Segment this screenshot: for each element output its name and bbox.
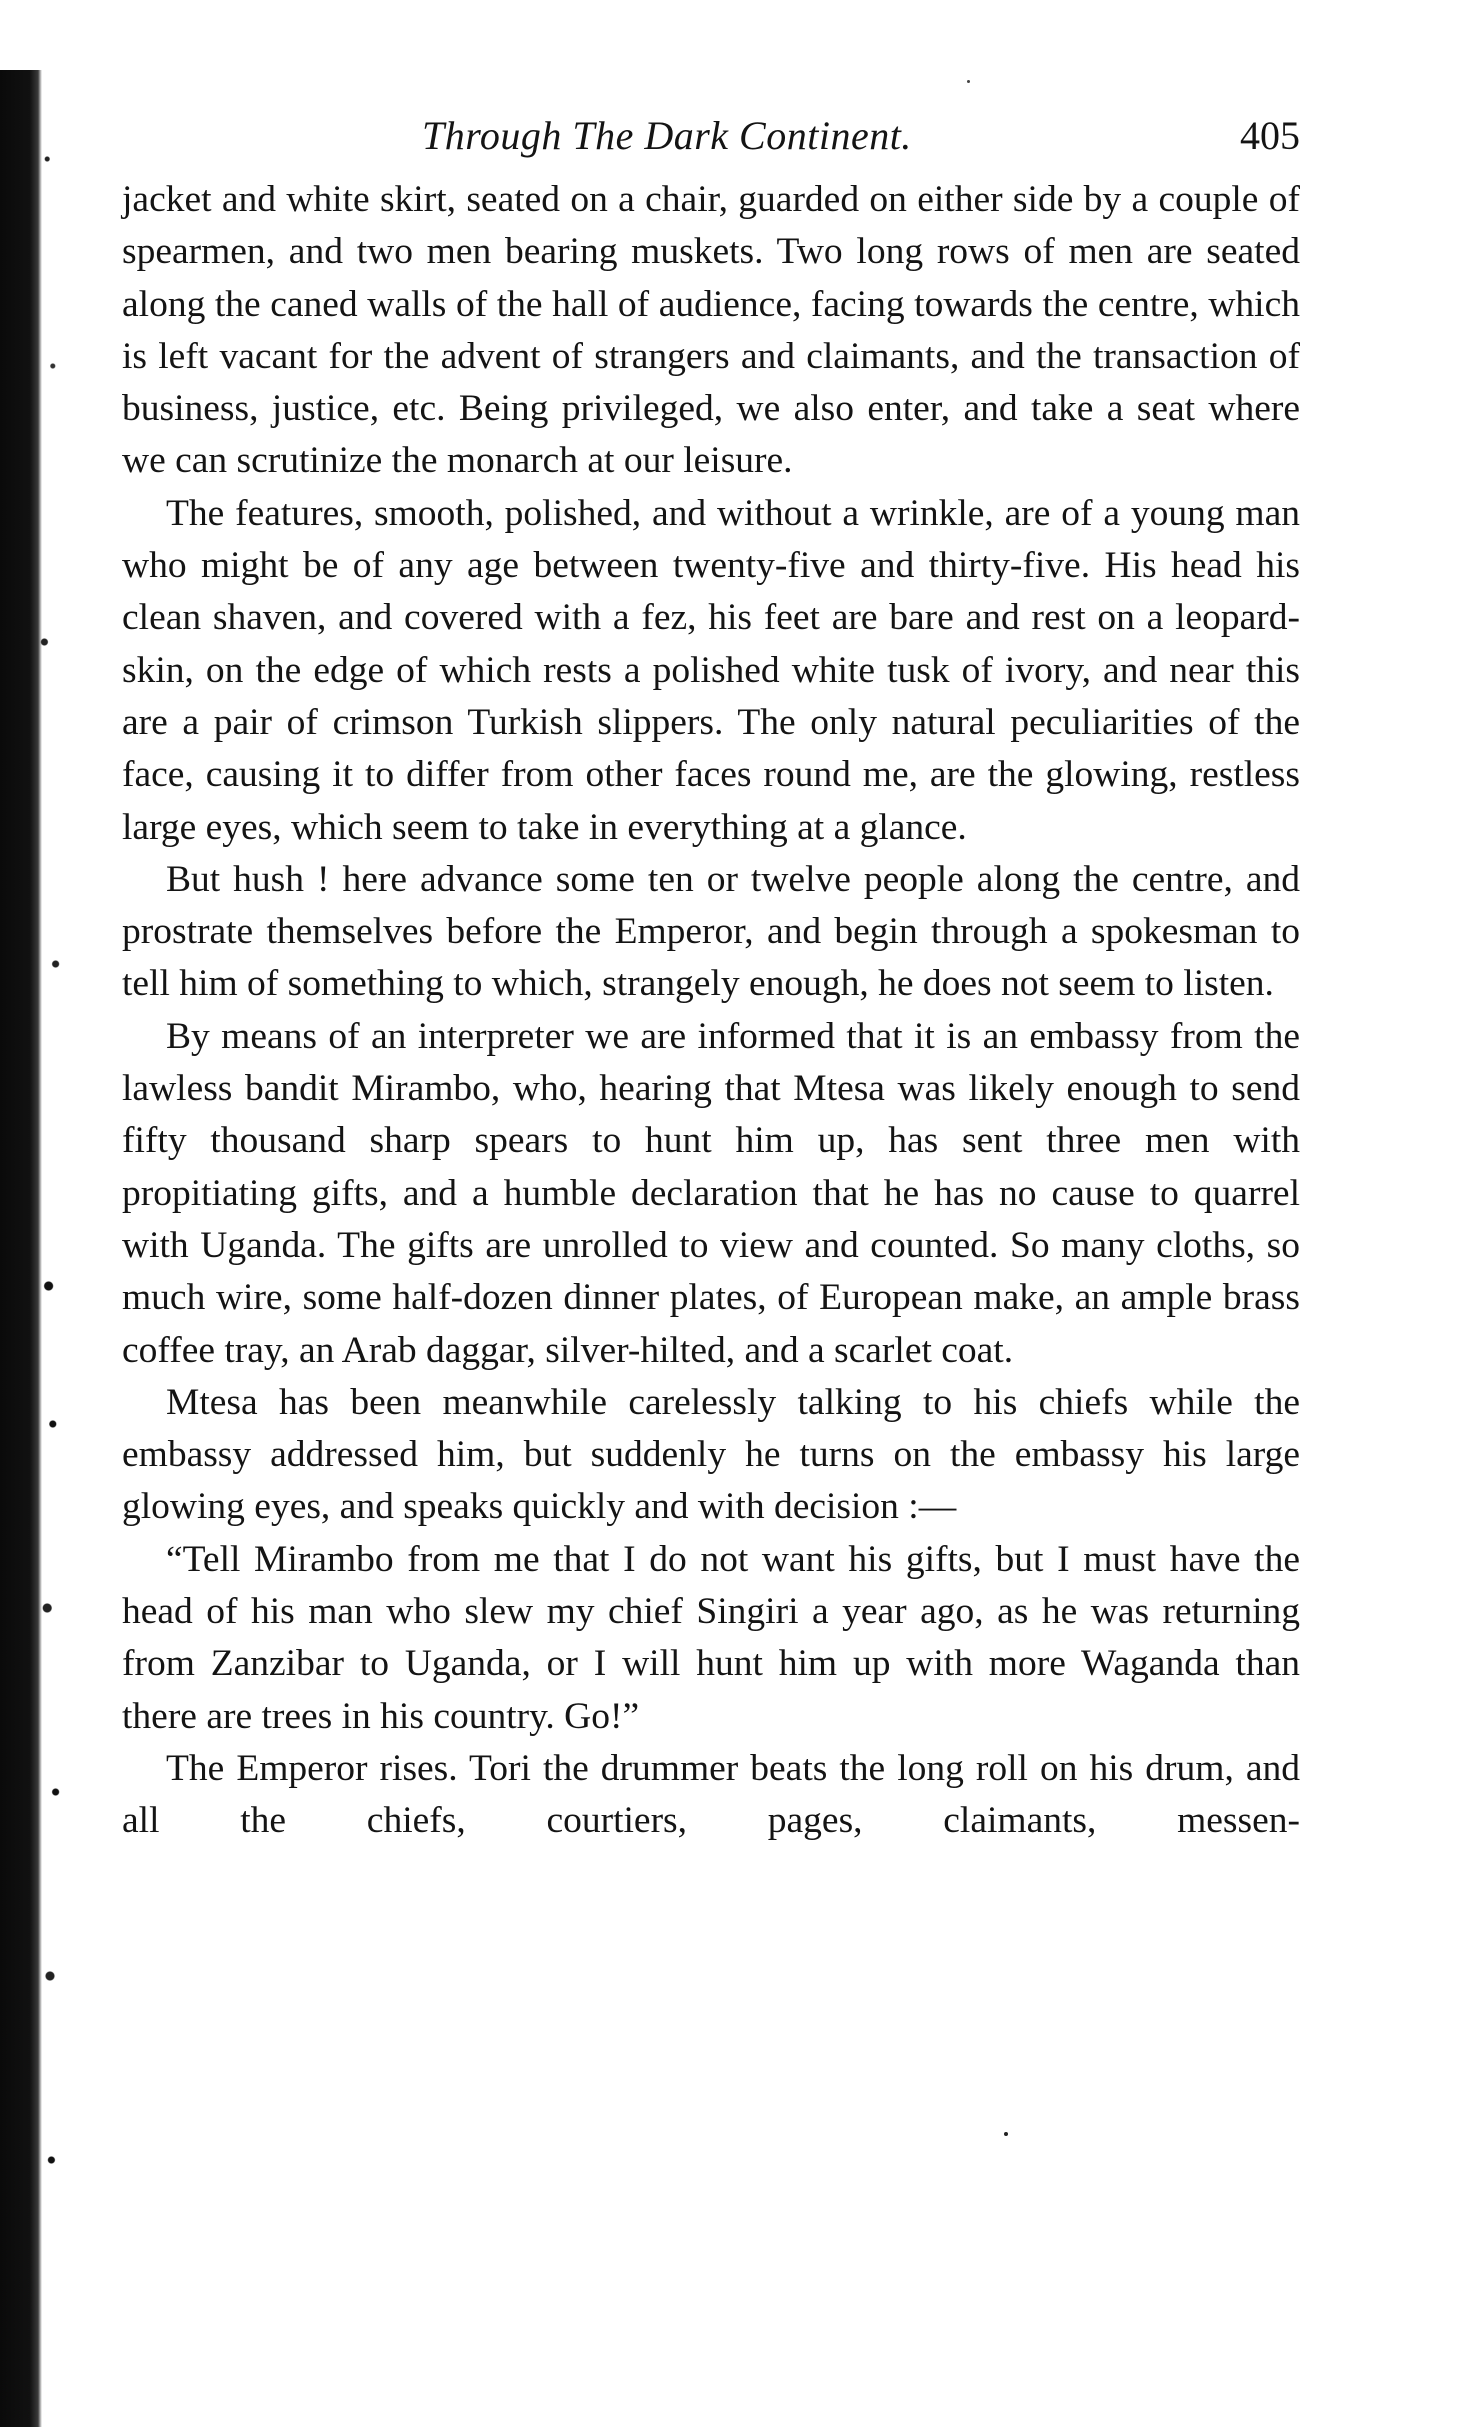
paragraph: By means of an interpreter we are informed that it is an embassy from the lawless bandit Mirambo, who, hearing that Mtesa was likely enough to send fifty thousand sharp spears to hunt him up, has sent three men with propitiating gifts, and a humble declaration that he has no cause to quarrel with Uganda. The gifts are unrolled to view and counted. So many cloths, so much wire, some half-dozen dinner plates, of European make, an ample brass coffee tray, an Arab daggar, silver-hilted, and a scarlet coat. bbox=[122, 1015, 1300, 1371]
running-title: Through The Dark Continent. bbox=[422, 113, 912, 158]
page-number: 405 bbox=[1240, 113, 1300, 158]
paragraph: jacket and white skirt, seated on a chair, guarded on either side by a couple of spearmen, and two men bearing muskets. Two long rows of men are seated along the caned walls of the hall of audience, facing towards the centre, which is left vacant for the advent of strangers and claimants, and the transaction of business, justice, etc. Being privileged, we also enter, and take a seat where we can scrutinize the monarch at our leisure. bbox=[122, 179, 1300, 482]
paragraph: The features, smooth, polished, and without a wrinkle, are of a young man who might be of any age between twenty-five and thirty-five. His head his clean shaven, and covered with a fez, his feet are bare and rest on a leopard-skin, on the edge of which rests a polished white tusk of ivory, and near this are a pair of crimson Turkish slippers. The only natural peculiarities of the face, causing it to differ from other faces round me, are the glowing, restless large eyes, which seem to take in everything at a glance. bbox=[122, 492, 1300, 848]
running-header bbox=[122, 104, 1300, 174]
paragraph: But hush ! here advance some ten or twelve people along the centre, and prostrate themselves before the Emperor, and begin through a spokesman to tell him of something to which, strangely enough, he does not seem to listen. bbox=[122, 858, 1300, 1005]
page-speck bbox=[1004, 2132, 1008, 2136]
binding-speckles bbox=[36, 90, 64, 2390]
paragraph: The Emperor rises. Tori the drummer beats the long roll on his drum, and all the chiefs, courtiers, pages, claimants, messen- bbox=[122, 1747, 1300, 1842]
paragraph: Mtesa has been meanwhile carelessly talking to his chiefs while the embassy addressed him, but suddenly he turns on the embassy his large glowing eyes, and speaks quickly and with decision :— bbox=[122, 1381, 1300, 1528]
page-speck bbox=[967, 80, 970, 83]
quoted-paragraph: “Tell Mirambo from me that I do not want his gifts, but I must have the head of his man who slew my chief Singiri a year ago, as he was returning from Zanzibar to Uganda, or I will hunt him up with more Waganda than there are trees in his country. Go!” bbox=[122, 1538, 1300, 1737]
book-page bbox=[122, 104, 1300, 1848]
